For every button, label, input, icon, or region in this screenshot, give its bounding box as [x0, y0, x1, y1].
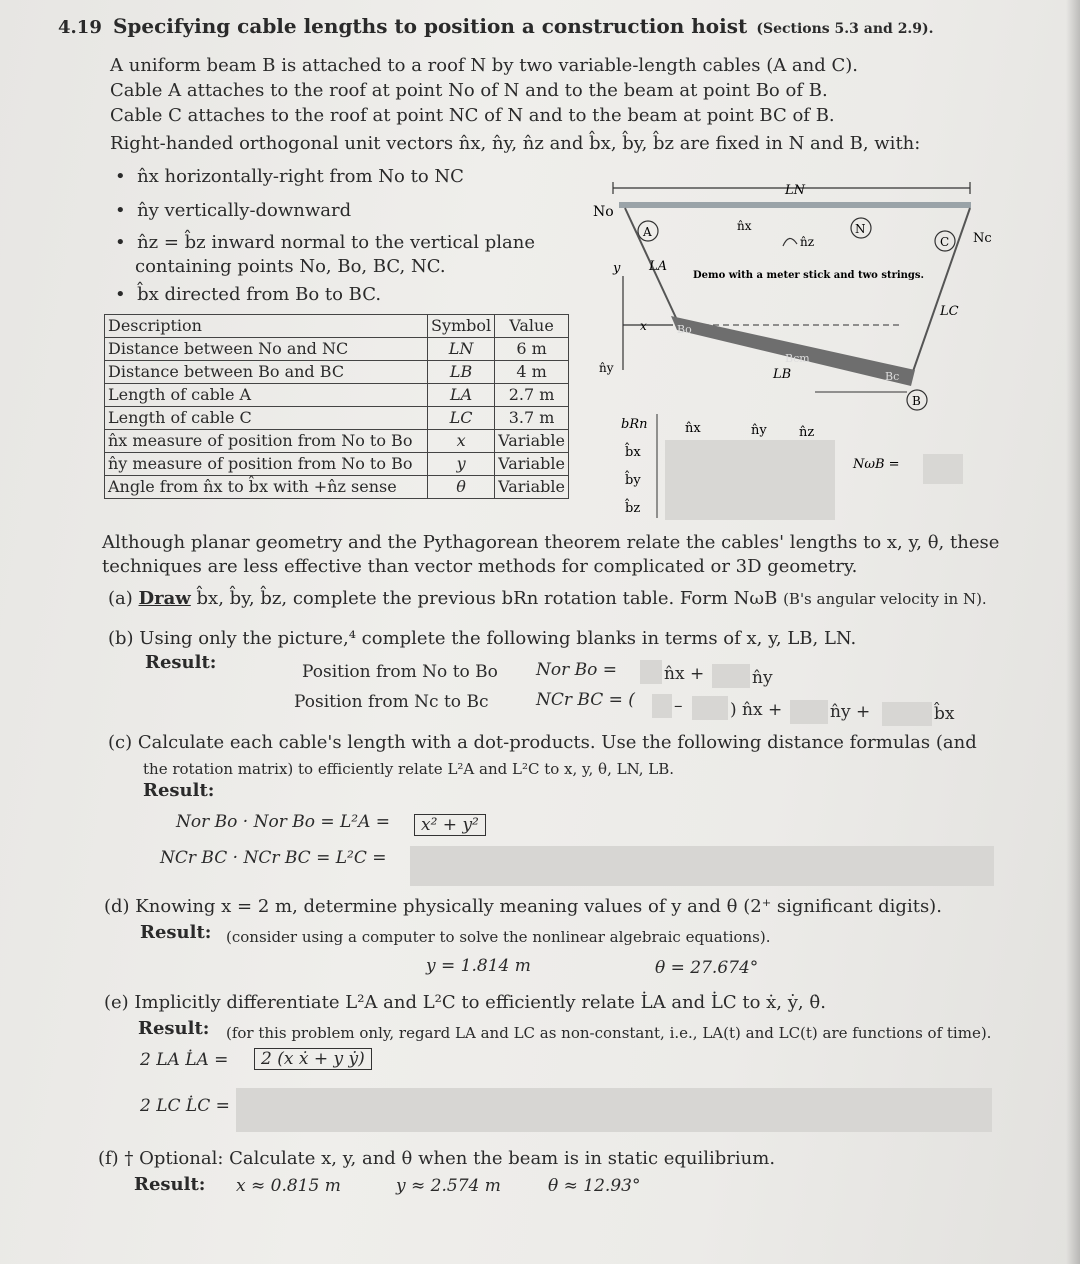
- part-b-result-label: Result:: [145, 652, 217, 673]
- part-c-result-label: Result:: [143, 780, 215, 801]
- bullet-nx: • n̂x horizontally-right from No to NC: [115, 166, 464, 187]
- page-edge-shadow: [1066, 0, 1080, 1264]
- part-f-result-label: Result:: [134, 1174, 206, 1195]
- intro-line-3: Cable C attaches to the roof at point NC of N and to the beam at point BC of B.: [110, 105, 835, 126]
- table-row: Distance between Bo and BC LB 4 m: [105, 361, 569, 384]
- b-nx-2: ) n̂x +: [730, 700, 783, 720]
- table-row: Distance between No and NC LN 6 m: [105, 338, 569, 361]
- n-label: N: [855, 222, 866, 236]
- table-row: n̂x measure of position from No to Bo x Variable: [105, 430, 569, 453]
- part-d-prompt: (d) Knowing x = 2 m, determine physically meaning values of y and θ (2⁺ significant digits).: [104, 896, 942, 917]
- c-answer-1: x² + y²: [414, 814, 486, 836]
- c-label: C: [940, 235, 950, 249]
- b-equation-2: NCr BC = (: [536, 690, 635, 710]
- e-equation-1: 2 LA L̇A =: [140, 1050, 229, 1070]
- rotation-table-label: bRn: [621, 417, 648, 432]
- variables-table: [104, 314, 569, 499]
- table-row: Angle from n̂x to b̂x with +n̂z sense θ Variable: [105, 476, 569, 499]
- rot-col-nz: n̂z: [799, 425, 815, 440]
- b-nx-1: n̂x +: [664, 664, 705, 684]
- rotation-table-blank[interactable]: [665, 440, 835, 520]
- f-answer-x: x ≈ 0.815 m: [236, 1176, 341, 1196]
- part-b-prompt: (b) Using only the picture,⁴ complete the following blanks in terms of x, y, LB, LN.: [108, 628, 857, 649]
- ln-label: LN: [785, 183, 806, 198]
- omega-label: NωB =: [853, 457, 900, 472]
- nz-arc: [783, 238, 797, 246]
- c-equation-2: NCr BC · NCr BC = L²C =: [160, 848, 387, 868]
- rot-row-by: b̂y: [625, 473, 641, 488]
- problem-title: Specifying cable lengths to position a construction hoist: [112, 14, 748, 38]
- part-e-prompt: (e) Implicitly differentiate L²A and L²C to efficiently relate L̇A and L̇C to ẋ, ẏ, θ̇.: [104, 992, 826, 1013]
- bullet-bx: • b̂x directed from Bo to BC.: [115, 284, 382, 305]
- b-position-2-label: Position from Nc to Bc: [294, 692, 489, 712]
- part-a: (a) Draw b̂x, b̂y, b̂z, complete the previous bRn rotation table. Form NωB (B's angular velocity in N).: [108, 588, 987, 609]
- although-line-2: techniques are less effective than vector methods for complicated or 3D geometry.: [102, 556, 858, 577]
- e-answer-1: 2 (x ẋ + y ẏ): [254, 1048, 372, 1070]
- b-equation-1: Nor Bo =: [536, 660, 618, 680]
- bc-label: Bc: [885, 370, 900, 383]
- b-blank-3[interactable]: [652, 694, 672, 718]
- part-c-line-2: the rotation matrix) to efficiently relate L²A and L²C to x, y, θ, LN, LB.: [143, 760, 675, 778]
- b-label: B: [912, 394, 921, 408]
- intro-line-1: A uniform beam B is attached to a roof N by two variable-length cables (A and C).: [110, 55, 859, 76]
- problem-heading: [58, 14, 934, 38]
- no-label: No: [593, 204, 614, 220]
- roof: [619, 202, 971, 208]
- bcm-label: Bcm: [785, 352, 810, 365]
- la-label: LA: [649, 259, 668, 274]
- e-equation-2: 2 LC L̇C =: [140, 1096, 230, 1116]
- b-blank-5[interactable]: [790, 700, 828, 724]
- nx-roof-label: n̂x: [737, 219, 752, 233]
- bo-label: Bo: [677, 323, 692, 336]
- part-e-result-label: Result:: [138, 1018, 210, 1039]
- b-blank-2[interactable]: [712, 664, 750, 688]
- nc-label: Nc: [973, 231, 992, 246]
- d-answer-theta: θ = 27.674°: [655, 958, 759, 978]
- nz-roof-label: n̂z: [800, 235, 815, 249]
- b-blank-1[interactable]: [640, 660, 662, 684]
- rot-row-bz: b̂z: [625, 501, 641, 516]
- f-answer-y: y ≈ 2.574 m: [396, 1176, 501, 1196]
- table-header-symbol: Symbol: [428, 315, 495, 338]
- lb-label: LB: [773, 367, 792, 382]
- c-blank-2[interactable]: [410, 846, 994, 886]
- b-ny-2: n̂y +: [830, 702, 871, 722]
- hoist-diagram: [585, 180, 1005, 530]
- table-row: Length of cable C LC 3.7 m: [105, 407, 569, 430]
- table-header-value: Value: [495, 315, 569, 338]
- bullet-ny: • n̂y vertically-downward: [115, 200, 352, 221]
- b-blank-6[interactable]: [882, 702, 932, 726]
- d-answer-y: y = 1.814 m: [426, 956, 531, 976]
- table-row: Length of cable A LA 2.7 m: [105, 384, 569, 407]
- c-equation-1: Nor Bo · Nor Bo = L²A =: [176, 812, 391, 832]
- part-c-line-1: (c) Calculate each cable's length with a dot-products. Use the following distance formulas (and: [108, 732, 977, 753]
- beam: [671, 316, 915, 386]
- table-row: n̂y measure of position from No to Bo y Variable: [105, 453, 569, 476]
- bullet-nz: • n̂z = b̂z inward normal to the vertical plane: [115, 232, 535, 253]
- cable-c: [910, 208, 970, 380]
- e-blank-2[interactable]: [236, 1088, 992, 1132]
- problem-sections: (Sections 5.3 and 2.9).: [756, 21, 934, 37]
- b-bx: b̂x: [934, 704, 955, 724]
- omega-blank[interactable]: [923, 454, 963, 484]
- part-f-prompt: (f) † Optional: Calculate x, y, and θ when the beam is in static equilibrium.: [98, 1148, 776, 1169]
- intro-line-4: Right-handed orthogonal unit vectors n̂x, n̂y, n̂z and b̂x, b̂y, b̂z are fixed in N and B, with:: [110, 133, 921, 154]
- table-header-description: Description: [105, 315, 428, 338]
- b-minus: –: [674, 696, 683, 716]
- ny-label: n̂y: [599, 361, 614, 375]
- lc-label: LC: [940, 304, 959, 319]
- problem-number: 4.19: [58, 17, 102, 38]
- part-d-result-label: Result:: [140, 922, 212, 943]
- f-answer-theta: θ ≈ 12.93°: [548, 1176, 641, 1196]
- intro-line-2: Cable A attaches to the roof at point No of N and to the beam at point Bo of B.: [110, 80, 828, 101]
- although-line-1: Although planar geometry and the Pythagorean theorem relate the cables' lengths to x, y, θ, these: [102, 532, 1000, 553]
- b-blank-4[interactable]: [692, 696, 728, 720]
- part-d-note: (consider using a computer to solve the nonlinear algebraic equations).: [226, 928, 771, 946]
- part-e-note: (for this problem only, regard LA and LC as non-constant, i.e., LA(t) and LC(t) are functions of time).: [226, 1024, 992, 1042]
- rot-col-ny: n̂y: [751, 423, 767, 438]
- rot-col-nx: n̂x: [685, 421, 701, 436]
- rot-row-bx: b̂x: [625, 445, 641, 460]
- draw-keyword: Draw: [138, 588, 191, 609]
- bullet-nz-cont: containing points No, Bo, BC, NC.: [135, 256, 446, 277]
- x-label: x: [640, 319, 647, 333]
- b-ny-1: n̂y: [752, 668, 773, 688]
- a-label: A: [643, 225, 652, 239]
- demo-caption: Demo with a meter stick and two strings.: [693, 270, 925, 281]
- b-position-1-label: Position from No to Bo: [302, 662, 498, 682]
- y-label: y: [613, 261, 621, 276]
